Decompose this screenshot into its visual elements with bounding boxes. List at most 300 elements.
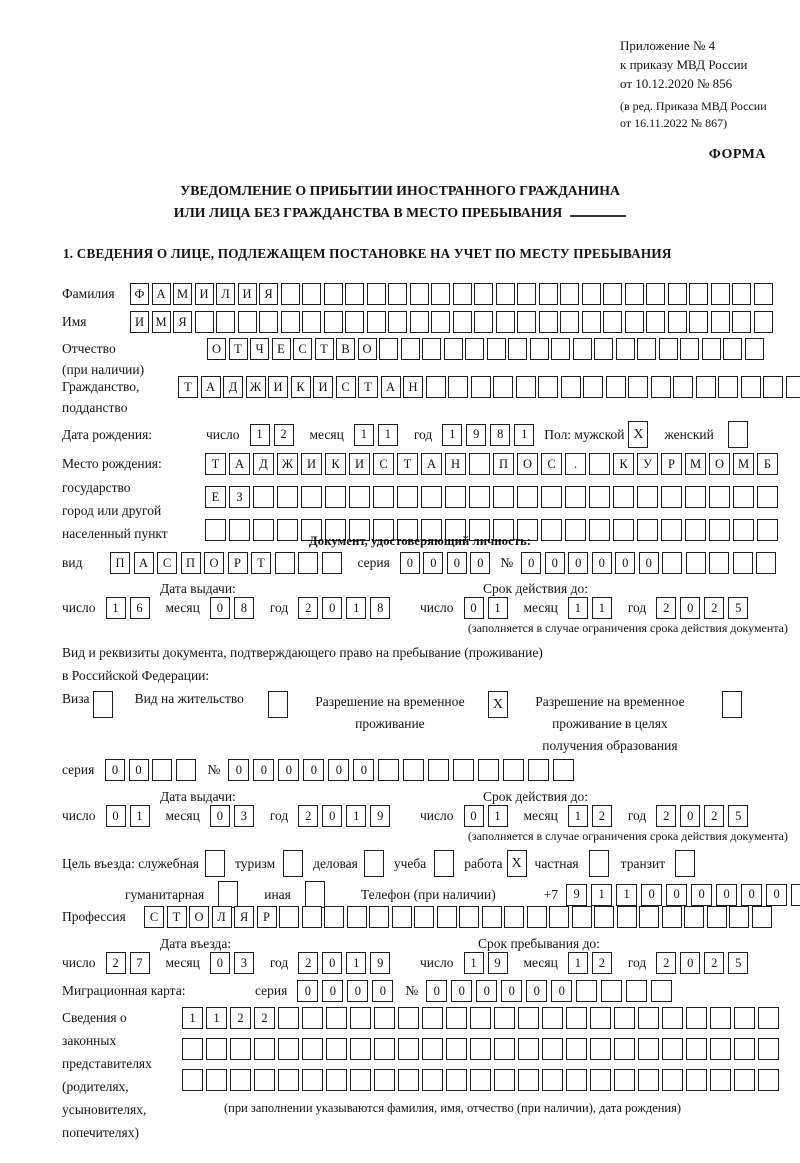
char-box[interactable]: [685, 486, 706, 508]
char-box[interactable]: [583, 376, 603, 398]
char-box[interactable]: [388, 311, 407, 333]
char-box[interactable]: Я: [173, 311, 192, 333]
date-month-box[interactable]: 1: [568, 597, 588, 619]
char-box[interactable]: [504, 906, 524, 928]
char-box[interactable]: [518, 1069, 539, 1091]
char-box[interactable]: Т: [397, 453, 418, 475]
date-year-box[interactable]: 2: [704, 952, 724, 974]
char-box[interactable]: К: [613, 453, 634, 475]
char-box[interactable]: [638, 1038, 659, 1060]
date-month-box[interactable]: 8: [234, 597, 254, 619]
char-box[interactable]: О: [709, 453, 730, 475]
char-box[interactable]: [302, 311, 321, 333]
char-box[interactable]: [709, 552, 729, 574]
char-box[interactable]: Р: [228, 552, 248, 574]
char-box[interactable]: [710, 1007, 731, 1029]
char-box[interactable]: [367, 311, 386, 333]
char-box[interactable]: К: [325, 453, 346, 475]
char-box[interactable]: [437, 906, 457, 928]
char-box[interactable]: [470, 1038, 491, 1060]
char-box[interactable]: [573, 338, 592, 360]
char-box[interactable]: [478, 759, 499, 781]
char-box[interactable]: [422, 1069, 443, 1091]
char-box[interactable]: [298, 552, 318, 574]
char-box[interactable]: [733, 486, 754, 508]
char-box[interactable]: [324, 311, 343, 333]
date-year-box[interactable]: 5: [728, 597, 748, 619]
char-box[interactable]: О: [517, 453, 538, 475]
char-box[interactable]: 0: [639, 552, 659, 574]
char-box[interactable]: [397, 486, 418, 508]
date-year-box[interactable]: 1: [346, 597, 366, 619]
char-box[interactable]: [431, 311, 450, 333]
char-box[interactable]: [668, 311, 687, 333]
char-box[interactable]: [752, 906, 772, 928]
temp-permit-edu-checkbox[interactable]: [722, 691, 742, 718]
char-box[interactable]: [594, 338, 613, 360]
char-box[interactable]: [628, 376, 648, 398]
char-box[interactable]: 1: [182, 1007, 203, 1029]
char-box[interactable]: [639, 906, 659, 928]
char-box[interactable]: А: [201, 376, 221, 398]
char-box[interactable]: [617, 906, 637, 928]
char-box[interactable]: [614, 1069, 635, 1091]
char-box[interactable]: [517, 311, 536, 333]
char-box[interactable]: [470, 1007, 491, 1029]
char-box[interactable]: [637, 338, 656, 360]
char-box[interactable]: И: [349, 453, 370, 475]
date-day-box[interactable]: 0: [464, 805, 484, 827]
char-box[interactable]: Я: [234, 906, 254, 928]
char-box[interactable]: [422, 338, 441, 360]
char-box[interactable]: [508, 338, 527, 360]
char-box[interactable]: [689, 311, 708, 333]
char-box[interactable]: [661, 486, 682, 508]
char-box[interactable]: [758, 1007, 779, 1029]
char-box[interactable]: [253, 486, 274, 508]
char-box[interactable]: М: [685, 453, 706, 475]
char-box[interactable]: [686, 1038, 707, 1060]
char-box[interactable]: [734, 1007, 755, 1029]
char-box[interactable]: [392, 906, 412, 928]
char-box[interactable]: [474, 311, 493, 333]
date-year-box[interactable]: 1: [442, 424, 462, 446]
char-box[interactable]: И: [238, 283, 257, 305]
char-box[interactable]: [613, 486, 634, 508]
char-box[interactable]: [326, 1069, 347, 1091]
char-box[interactable]: [421, 486, 442, 508]
char-box[interactable]: 0: [328, 759, 349, 781]
char-box[interactable]: [763, 376, 783, 398]
char-box[interactable]: 0: [521, 552, 541, 574]
char-box[interactable]: [637, 486, 658, 508]
char-box[interactable]: [482, 906, 502, 928]
char-box[interactable]: [689, 283, 708, 305]
char-box[interactable]: [616, 338, 635, 360]
char-box[interactable]: [734, 1038, 755, 1060]
char-box[interactable]: Р: [257, 906, 277, 928]
char-box[interactable]: Л: [216, 283, 235, 305]
char-box[interactable]: 0: [372, 980, 393, 1002]
char-box[interactable]: 0: [476, 980, 497, 1002]
char-box[interactable]: 0: [129, 759, 149, 781]
char-box[interactable]: [325, 486, 346, 508]
char-box[interactable]: 0: [400, 552, 420, 574]
char-box[interactable]: 0: [716, 884, 737, 906]
char-box[interactable]: [553, 759, 574, 781]
char-box[interactable]: А: [134, 552, 154, 574]
char-box[interactable]: [590, 1069, 611, 1091]
char-box[interactable]: [414, 906, 434, 928]
char-box[interactable]: [459, 906, 479, 928]
char-box[interactable]: [589, 453, 610, 475]
char-box[interactable]: [326, 1007, 347, 1029]
char-box[interactable]: [538, 376, 558, 398]
char-box[interactable]: [541, 486, 562, 508]
date-month-box[interactable]: 1: [592, 597, 612, 619]
date-month-box[interactable]: 2: [592, 805, 612, 827]
char-box[interactable]: 0: [551, 980, 572, 1002]
char-box[interactable]: [379, 338, 398, 360]
char-box[interactable]: [403, 759, 424, 781]
char-box[interactable]: Ч: [250, 338, 269, 360]
char-box[interactable]: [182, 1038, 203, 1060]
char-box[interactable]: 2: [230, 1007, 251, 1029]
char-box[interactable]: 0: [641, 884, 662, 906]
char-box[interactable]: 0: [105, 759, 125, 781]
char-box[interactable]: А: [381, 376, 401, 398]
date-year-box[interactable]: 2: [656, 597, 676, 619]
char-box[interactable]: [469, 453, 490, 475]
char-box[interactable]: [398, 1007, 419, 1029]
char-box[interactable]: М: [152, 311, 171, 333]
char-box[interactable]: [673, 376, 693, 398]
date-day-box[interactable]: 1: [106, 597, 126, 619]
char-box[interactable]: Т: [229, 338, 248, 360]
char-box[interactable]: [431, 283, 450, 305]
char-box[interactable]: [614, 1038, 635, 1060]
char-box[interactable]: [542, 1007, 563, 1029]
char-box[interactable]: [195, 311, 214, 333]
char-box[interactable]: [518, 1007, 539, 1029]
char-box[interactable]: [638, 1069, 659, 1091]
char-box[interactable]: [453, 311, 472, 333]
char-box[interactable]: [426, 376, 446, 398]
char-box[interactable]: [686, 1069, 707, 1091]
char-box[interactable]: [326, 1038, 347, 1060]
char-box[interactable]: П: [493, 453, 514, 475]
char-box[interactable]: С: [144, 906, 164, 928]
char-box[interactable]: [281, 311, 300, 333]
char-box[interactable]: 9: [566, 884, 587, 906]
char-box[interactable]: [542, 1038, 563, 1060]
char-box[interactable]: [565, 486, 586, 508]
date-month-box[interactable]: 0: [210, 597, 230, 619]
char-box[interactable]: [745, 338, 764, 360]
private-checkbox[interactable]: [589, 850, 609, 877]
char-box[interactable]: [410, 311, 429, 333]
date-year-box[interactable]: 2: [704, 805, 724, 827]
char-box[interactable]: П: [181, 552, 201, 574]
char-box[interactable]: [216, 311, 235, 333]
char-box[interactable]: [152, 759, 172, 781]
char-box[interactable]: [614, 1007, 635, 1029]
char-box[interactable]: [518, 1038, 539, 1060]
char-box[interactable]: Ф: [130, 283, 149, 305]
date-month-box[interactable]: 0: [210, 952, 230, 974]
char-box[interactable]: [496, 283, 515, 305]
char-box[interactable]: [206, 1038, 227, 1060]
char-box[interactable]: [374, 1007, 395, 1029]
char-box[interactable]: [662, 1069, 683, 1091]
char-box[interactable]: [349, 486, 370, 508]
char-box[interactable]: [662, 1007, 683, 1029]
date-year-box[interactable]: 1: [346, 952, 366, 974]
purpose-official-checkbox[interactable]: [205, 850, 225, 877]
char-box[interactable]: С: [157, 552, 177, 574]
char-box[interactable]: [444, 338, 463, 360]
char-box[interactable]: [582, 311, 601, 333]
char-box[interactable]: Р: [661, 453, 682, 475]
char-box[interactable]: [378, 759, 399, 781]
char-box[interactable]: [302, 283, 321, 305]
date-day-box[interactable]: 1: [250, 424, 270, 446]
char-box[interactable]: 0: [666, 884, 687, 906]
char-box[interactable]: [324, 906, 344, 928]
sex-female-checkbox[interactable]: [728, 421, 748, 448]
study-checkbox[interactable]: [434, 850, 454, 877]
date-month-box[interactable]: 2: [592, 952, 612, 974]
char-box[interactable]: У: [637, 453, 658, 475]
char-box[interactable]: [517, 283, 536, 305]
char-box[interactable]: [566, 1007, 587, 1029]
char-box[interactable]: Е: [205, 486, 226, 508]
char-box[interactable]: [601, 980, 622, 1002]
char-box[interactable]: [410, 283, 429, 305]
char-box[interactable]: [625, 311, 644, 333]
char-box[interactable]: [566, 1038, 587, 1060]
char-box[interactable]: [345, 283, 364, 305]
char-box[interactable]: [398, 1038, 419, 1060]
char-box[interactable]: [603, 283, 622, 305]
char-box[interactable]: [686, 1007, 707, 1029]
date-year-box[interactable]: 2: [704, 597, 724, 619]
char-box[interactable]: [494, 1069, 515, 1091]
char-box[interactable]: [757, 486, 778, 508]
char-box[interactable]: А: [421, 453, 442, 475]
char-box[interactable]: [350, 1069, 371, 1091]
char-box[interactable]: [503, 759, 524, 781]
date-year-box[interactable]: 2: [298, 952, 318, 974]
char-box[interactable]: 0: [303, 759, 324, 781]
date-month-box[interactable]: 1: [568, 952, 588, 974]
char-box[interactable]: 0: [451, 980, 472, 1002]
char-box[interactable]: 0: [322, 980, 343, 1002]
char-box[interactable]: [446, 1007, 467, 1029]
char-box[interactable]: [324, 283, 343, 305]
char-box[interactable]: [659, 338, 678, 360]
char-box[interactable]: [322, 552, 342, 574]
char-box[interactable]: [469, 486, 490, 508]
char-box[interactable]: [530, 338, 549, 360]
char-box[interactable]: [696, 376, 716, 398]
char-box[interactable]: 0: [297, 980, 318, 1002]
char-box[interactable]: 0: [501, 980, 522, 1002]
char-box[interactable]: [566, 1069, 587, 1091]
char-box[interactable]: В: [336, 338, 355, 360]
date-year-box[interactable]: 9: [370, 952, 390, 974]
char-box[interactable]: [684, 906, 704, 928]
char-box[interactable]: [279, 906, 299, 928]
date-year-box[interactable]: 0: [322, 597, 342, 619]
char-box[interactable]: А: [152, 283, 171, 305]
char-box[interactable]: [238, 311, 257, 333]
char-box[interactable]: 0: [545, 552, 565, 574]
char-box[interactable]: Л: [212, 906, 232, 928]
char-box[interactable]: И: [130, 311, 149, 333]
date-day-box[interactable]: 1: [488, 805, 508, 827]
char-box[interactable]: 0: [423, 552, 443, 574]
char-box[interactable]: [606, 376, 626, 398]
date-day-box[interactable]: 2: [274, 424, 294, 446]
char-box[interactable]: [474, 283, 493, 305]
char-box[interactable]: И: [268, 376, 288, 398]
char-box[interactable]: [594, 906, 614, 928]
date-year-box[interactable]: 0: [680, 805, 700, 827]
date-year-box[interactable]: 2: [298, 597, 318, 619]
char-box[interactable]: [758, 1069, 779, 1091]
char-box[interactable]: [254, 1069, 275, 1091]
char-box[interactable]: [301, 486, 322, 508]
visa-checkbox[interactable]: [93, 691, 113, 718]
char-box[interactable]: [471, 376, 491, 398]
char-box[interactable]: [230, 1038, 251, 1060]
date-year-box[interactable]: 0: [322, 952, 342, 974]
char-box[interactable]: [182, 1069, 203, 1091]
char-box[interactable]: С: [541, 453, 562, 475]
temp-permit-checkbox[interactable]: X: [488, 691, 508, 718]
char-box[interactable]: О: [204, 552, 224, 574]
date-year-box[interactable]: 9: [466, 424, 486, 446]
char-box[interactable]: [527, 906, 547, 928]
char-box[interactable]: [646, 283, 665, 305]
char-box[interactable]: [651, 376, 671, 398]
char-box[interactable]: [754, 311, 773, 333]
char-box[interactable]: [686, 552, 706, 574]
char-box[interactable]: [401, 338, 420, 360]
char-box[interactable]: [281, 283, 300, 305]
char-box[interactable]: С: [336, 376, 356, 398]
date-day-box[interactable]: 0: [464, 597, 484, 619]
char-box[interactable]: [345, 311, 364, 333]
char-box[interactable]: С: [373, 453, 394, 475]
char-box[interactable]: 0: [568, 552, 588, 574]
char-box[interactable]: 0: [228, 759, 249, 781]
date-year-box[interactable]: 2: [656, 805, 676, 827]
char-box[interactable]: [625, 283, 644, 305]
char-box[interactable]: Ж: [246, 376, 266, 398]
char-box[interactable]: И: [301, 453, 322, 475]
char-box[interactable]: Б: [757, 453, 778, 475]
char-box[interactable]: И: [195, 283, 214, 305]
char-box[interactable]: [259, 311, 278, 333]
char-box[interactable]: 0: [253, 759, 274, 781]
char-box[interactable]: [388, 283, 407, 305]
date-year-box[interactable]: 0: [680, 597, 700, 619]
date-month-box[interactable]: 0: [210, 805, 230, 827]
char-box[interactable]: [551, 338, 570, 360]
char-box[interactable]: И: [313, 376, 333, 398]
char-box[interactable]: О: [358, 338, 377, 360]
char-box[interactable]: [278, 1069, 299, 1091]
char-box[interactable]: 0: [526, 980, 547, 1002]
char-box[interactable]: 0: [691, 884, 712, 906]
char-box[interactable]: [662, 906, 682, 928]
char-box[interactable]: [496, 311, 515, 333]
char-box[interactable]: Т: [251, 552, 271, 574]
char-box[interactable]: 1: [591, 884, 612, 906]
char-box[interactable]: О: [189, 906, 209, 928]
char-box[interactable]: [734, 1069, 755, 1091]
business-checkbox[interactable]: [364, 850, 384, 877]
char-box[interactable]: [603, 311, 622, 333]
char-box[interactable]: Т: [167, 906, 187, 928]
date-day-box[interactable]: 7: [130, 952, 150, 974]
char-box[interactable]: [422, 1038, 443, 1060]
char-box[interactable]: [350, 1038, 371, 1060]
date-year-box[interactable]: 9: [370, 805, 390, 827]
char-box[interactable]: [572, 906, 592, 928]
char-box[interactable]: [453, 759, 474, 781]
char-box[interactable]: [398, 1069, 419, 1091]
date-year-box[interactable]: 8: [490, 424, 510, 446]
char-box[interactable]: [756, 552, 776, 574]
char-box[interactable]: [347, 906, 367, 928]
char-box[interactable]: [758, 1038, 779, 1060]
char-box[interactable]: [176, 759, 196, 781]
char-box[interactable]: 0: [615, 552, 635, 574]
char-box[interactable]: 0: [447, 552, 467, 574]
date-month-box[interactable]: 1: [354, 424, 374, 446]
char-box[interactable]: [561, 376, 581, 398]
date-year-box[interactable]: 5: [728, 805, 748, 827]
char-box[interactable]: [446, 1069, 467, 1091]
char-box[interactable]: [373, 486, 394, 508]
char-box[interactable]: [470, 1069, 491, 1091]
date-day-box[interactable]: 6: [130, 597, 150, 619]
char-box[interactable]: [446, 1038, 467, 1060]
date-year-box[interactable]: 1: [346, 805, 366, 827]
char-box[interactable]: [718, 376, 738, 398]
char-box[interactable]: Д: [253, 453, 274, 475]
char-box[interactable]: [374, 1038, 395, 1060]
char-box[interactable]: [516, 376, 536, 398]
other-checkbox[interactable]: [305, 881, 325, 908]
date-day-box[interactable]: 1: [488, 597, 508, 619]
char-box[interactable]: [445, 486, 466, 508]
char-box[interactable]: 1: [616, 884, 637, 906]
char-box[interactable]: 0: [347, 980, 368, 1002]
char-box[interactable]: [549, 906, 569, 928]
date-day-box[interactable]: 0: [106, 805, 126, 827]
char-box[interactable]: [367, 283, 386, 305]
char-box[interactable]: [539, 311, 558, 333]
char-box[interactable]: [733, 552, 753, 574]
char-box[interactable]: С: [293, 338, 312, 360]
char-box[interactable]: [711, 283, 730, 305]
char-box[interactable]: [560, 311, 579, 333]
char-box[interactable]: [791, 884, 800, 906]
